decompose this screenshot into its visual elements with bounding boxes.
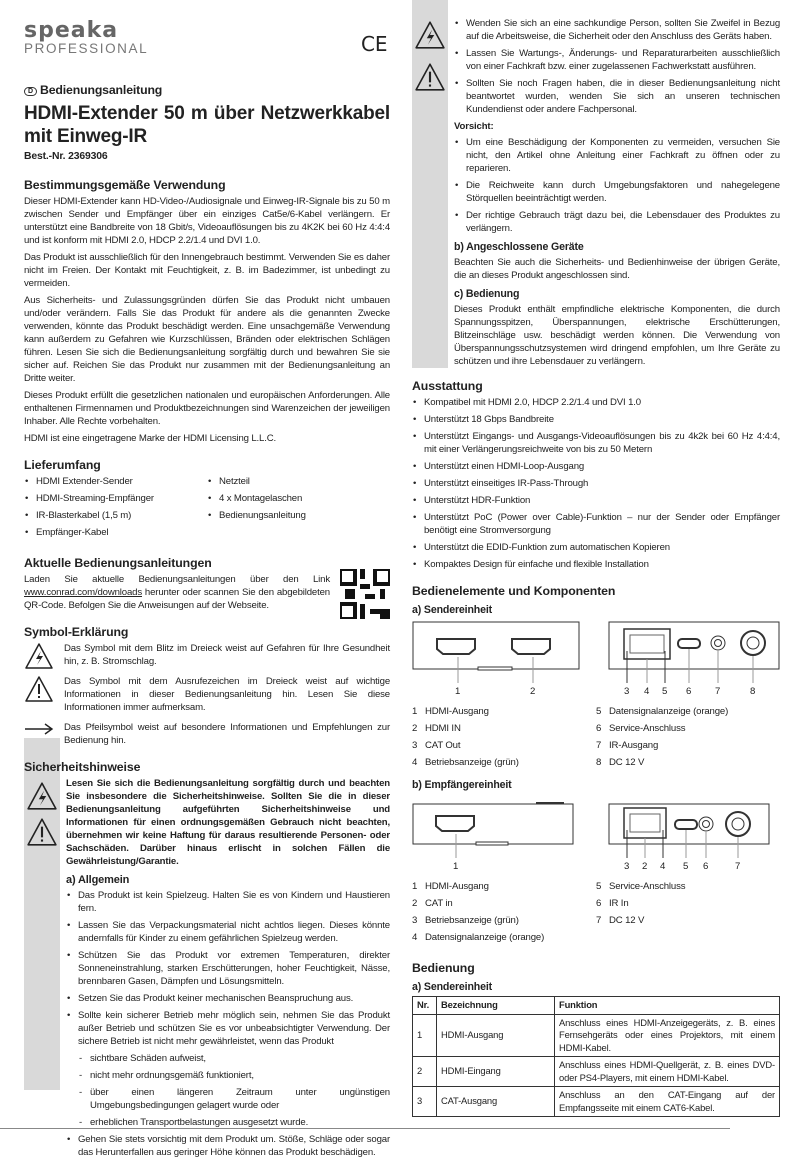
features-list <box>412 396 780 571</box>
general-list <box>66 889 390 1048</box>
callout-number: 1 <box>455 686 461 697</box>
table-row: 1 HDMI-Ausgang Anschluss eines HDMI-Anzeigegeräts, z. B. eines Fernsehgeräts oder eines Projektors, mit einem HDMI-Kabel. <box>413 1014 780 1057</box>
sender-legend: 1 HDMI-Ausgang 2 HDMI IN 3 CAT Out 4 Betriebsanzeige (grün) 5 Datensignalanzeige (orange) 6 Service-Anschluss 7 IR-Ausgang 8 DC 12 V <box>412 706 729 768</box>
list-item: • Empfänger-Kabel <box>24 526 207 539</box>
right-column <box>412 0 780 1117</box>
list-item: • Unterstützt Eingangs- und Ausgangs-Videoauflösungen bis zu 4k2k bei 60 Hz 4:4:4, mit einer Verlängerungsreichweite von bis zu 50 Metern <box>412 430 780 456</box>
general-heading: a) Allgemein <box>66 874 130 886</box>
list-item: • Um eine Beschädigung der Komponenten zu vermeiden, versuchen Sie nicht, den Artikel ohne Anleitung einer Fachkraft zu öffnen oder zu reparieren. <box>454 136 780 175</box>
callout-number: 4 <box>660 861 666 872</box>
callout-number: 7 <box>735 861 741 872</box>
receiver-callouts <box>412 860 780 872</box>
sender-diagrams <box>412 621 780 683</box>
conditions-list <box>66 1052 390 1129</box>
features-heading: Ausstattung <box>412 379 483 393</box>
exclamation-warning-icon <box>24 675 54 703</box>
sender-front-diagram <box>412 621 580 683</box>
symbol-row-arrow <box>24 721 390 751</box>
qr-code <box>340 569 390 619</box>
table-row: 2 HDMI-Eingang Anschluss eines HDMI-Quellgerät, z. B. eines DVD- oder PS4-Players, mit einem HDMI-Kabel. <box>413 1057 780 1087</box>
usage-paragraph: Das Produkt ist ausschließlich für den Innengebrauch bestimmt. Verwenden Sie es daher nicht im Freien. Der Kontakt mit Feuchtigkeit, z. B. im Badezimmer, ist unbedingt zu vermeiden. <box>24 252 390 289</box>
page-title: HDMI-Extender 50 m über Netzwerkkabel mit Einweg-IR <box>24 103 390 147</box>
symbols-heading: Symbol-Erklärung <box>24 625 129 639</box>
safety-continued <box>412 0 780 368</box>
operation-sub-heading: a) Sendereinheit <box>412 981 493 993</box>
list-item: • Sollte kein sicherer Betrieb mehr möglich sein, nehmen Sie das Produkt außer Betrieb und schützen Sie es vor unbeabsichtigter Verwendung. Der sichere Betrieb ist nicht mehr gewährleistet, wenn das Produkt <box>66 1009 390 1048</box>
list-item: • Gehen Sie stets vorsichtig mit dem Produkt um. Stöße, Schläge oder sogar das Herunterfallen aus geringer Höhe können das Produkt beschädigen. <box>66 1133 390 1159</box>
scope-heading: Lieferumfang <box>24 458 101 472</box>
callout-number: 6 <box>703 861 709 872</box>
callout-number: 2 <box>530 686 536 697</box>
table-header-row: Nr. Bezeichnung Funktion <box>413 997 780 1015</box>
symbol-text: Das Symbol mit dem Blitz im Dreieck weist auf Gefahren für Ihre Gesundheit hin, z. B. Stromschlag. <box>64 643 390 667</box>
callout-number: 1 <box>453 861 459 872</box>
list-item: • Kompaktes Design für einfache und flexible Installation <box>412 558 780 571</box>
exclamation-warning-icon <box>26 817 58 847</box>
operation-table <box>412 996 780 1117</box>
sender-heading: a) Sendereinheit <box>412 604 493 616</box>
list-item: • Die Reichweite kann durch Umgebungsfaktoren und nahegelegene Störquellen beeinträchtigt werden. <box>454 179 780 205</box>
usage-paragraph: Aus Sicherheits- und Zulassungsgründen dürfen Sie das Produkt nicht umbauen und/oder verändern. Falls Sie das Produkt für andere als die genannten Zwecke verwenden, könnte das Produkt beschädigt werden. Eine unsachgemäße Verwendung kann außerdem zu Gefahren wie Kurzschlüssen, Bränden oder elektrischen Schlägen führen. Lesen Sie sich die Bedienungsanleitung sorgfältig durch und bewahren Sie sie sicher auf. Reichen Sie das Produkt nur zusammen mit der Bedienungsanleitung an Dritte weiter. <box>24 295 390 384</box>
doc-type: D Bedienungsanleitung <box>24 82 390 98</box>
list-item: - nicht mehr ordnungsgemäß funktioniert, <box>78 1069 390 1082</box>
list-item: - sichtbare Schäden aufweist, <box>78 1052 390 1065</box>
table-row: 3 CAT-Ausgang Anschluss an den CAT-Eingang auf der Empfangsseite mit einem CAT6-Kabel. <box>413 1087 780 1117</box>
list-item: • Wenden Sie sich an eine sachkundige Person, sollten Sie Zweifel in Bezug auf die Arbeitsweise, die Sicherheit oder den Anschluss des Geräts haben. <box>454 17 780 43</box>
lightning-warning-icon <box>24 642 54 670</box>
list-item: • Das Produkt ist kein Spielzeug. Halten Sie es von Kindern und Haustieren fern. <box>66 889 390 915</box>
callout-number: 2 <box>642 861 648 872</box>
footer-rule <box>0 1128 730 1129</box>
callout-number: 7 <box>715 686 721 697</box>
usage-paragraph: HDMI ist eine eingetragene Marke der HDMI Licensing L.L.C. <box>24 433 277 444</box>
exclamation-warning-icon <box>414 62 446 92</box>
connected-text: Beachten Sie auch die Sicherheits- und Bedienhinweise der übrigen Geräte, die an dieses Produkt angeschlossen sind. <box>454 257 780 281</box>
order-number: Best.-Nr. 2369306 <box>24 151 108 162</box>
list-item: • Unterstützt PoC (Power over Cable)-Funktion – nur der Sender oder Empfänger benötigt eine Stromversorgung <box>412 511 780 537</box>
receiver-heading: b) Empfängereinheit <box>412 779 512 791</box>
callout-number: 3 <box>624 861 630 872</box>
list-item: • Unterstützt einen HDMI-Loop-Ausgang <box>412 460 780 473</box>
list-item: • Unterstützt HDR-Funktion <box>412 494 780 507</box>
symbol-row-lightning <box>24 642 390 672</box>
list-item: • Unterstützt einseitiges IR-Pass-Through <box>412 477 780 490</box>
callout-number: 8 <box>750 686 756 697</box>
usage-paragraph: Dieses Produkt erfüllt die gesetzlichen nationalen und europäischen Anforderungen. Alle enthaltenen Firmennamen und Produktbezeichnungen sind Warenzeichen der jeweiligen Inhaber. Alle Rechte vorbehalten. <box>24 390 390 427</box>
list-item: • Bedienungsanleitung <box>207 509 390 522</box>
symbol-text: Das Symbol mit dem Ausrufezeichen im Dreieck weist auf wichtige Informationen in dieser Bedienungsanleitung hin. Lesen Sie diese Informationen immer aufmerksam. <box>64 676 390 713</box>
receiver-back-diagram <box>608 796 780 858</box>
arrow-right-icon <box>24 721 54 737</box>
list-item: • Lassen Sie Wartungs-, Änderungs- und Reparaturarbeiten ausschließlich von einer Fachkraft bzw. einer zugelassenen Fachwerkstatt ausführen. <box>454 47 780 73</box>
operation-safety-text: Dieses Produkt enthält empfindliche elektrische Komponenten, die durch Spannungsspitzen, Überspannungen, elektrische Erschütterungen, Blitzeinschläge usw. beschädigt werden können. Die Verwendung von Überspannungsschutzsystemen wird dringend empfohlen, um Ihre Geräte zu schützen und ihre Lebensdauer zu verlängern. <box>454 304 780 367</box>
callout-number: 3 <box>624 686 630 697</box>
safety-body <box>24 777 390 1159</box>
receiver-legend: 1 HDMI-Ausgang 2 CAT in 3 Betriebsanzeige (grün) 4 Datensignalanzeige (orange) 5 Service-Anschluss 6 IR In 7 DC 12 V <box>412 881 686 943</box>
usage-heading: Bestimmungsgemäße Verwendung <box>24 178 226 192</box>
left-column <box>24 0 390 1163</box>
receiver-front-diagram <box>412 796 580 858</box>
list-item: • Lassen Sie das Verpackungsmaterial nicht achtlos liegen. Dieses könnte andernfalls für Kinder zu einem gefährlichen Spielzeug werden. <box>66 919 390 945</box>
list-item: • Sollten Sie noch Fragen haben, die in dieser Bedienungsanleitung nicht beantwortet wurden, wenden Sie sich an unseren technischen Kundendienst oder andere Fachpersonal. <box>454 77 780 116</box>
operation-heading: Bedienung <box>412 961 475 975</box>
list-item: • Schützen Sie das Produkt vor extremen Temperaturen, direkter Sonneneinstrahlung, starken Erschütterungen, hoher Feuchtigkeit, Nässe, brennbaren Gasen, Dämpfen und Lösungsmitteln. <box>66 949 390 988</box>
lightning-warning-icon <box>26 781 58 811</box>
operation-safety-heading: c) Bedienung <box>454 288 520 300</box>
callout-number: 5 <box>662 686 668 697</box>
list-item: • Kompatibel mit HDMI 2.0, HDCP 2.2/1.4 und DVI 1.0 <box>412 396 780 409</box>
brand-sub: PROFESSIONAL <box>24 41 149 56</box>
ce-mark: CE <box>361 32 388 56</box>
list-item: • Unterstützt 18 Gbps Bandbreite <box>412 413 780 426</box>
controls-heading: Bedienelemente und Komponenten <box>412 584 616 598</box>
list-item: • Unterstützt die EDID-Funktion zum automatischen Kopieren <box>412 541 780 554</box>
caution-heading: Vorsicht: <box>454 121 494 132</box>
list-item: • Setzen Sie das Produkt keiner mechanischen Beanspruchung aus. <box>66 992 390 1005</box>
download-link[interactable]: www.conrad.com/downloads <box>24 587 142 598</box>
lightning-warning-icon <box>414 20 446 50</box>
usage-paragraph: Dieser HDMI-Extender kann HD-Video-/Audiosignale und Einweg-IR-Signale bis zu 50 m zwischen Sender und Empfänger über ein einziges Cat5e/6-Kabel verlängern. Er unterstützt eine Bandbreite von 18 Gbit/s, Videoauflösungen bis zu 4K2K bei 60 Hz 4:4:4 und ist konform mit HDMI 2.0, HDCP 2.2/1.4 und DVI 1.0. <box>24 196 390 246</box>
symbol-row-exclamation <box>24 675 390 718</box>
list-item: • HDMI Extender-Sender <box>24 475 207 488</box>
receiver-diagrams <box>412 796 780 858</box>
list-item: - über einen längeren Zeitraum unter ungünstigen Umgebungsbedingungen gelagert wurde oder <box>78 1086 390 1112</box>
symbol-text: Das Pfeilsymbol weist auf besondere Informationen und Empfehlungen zur Bedienung hin. <box>64 722 390 746</box>
list-item: - erheblichen Transportbelastungen ausgesetzt wurde. <box>78 1116 390 1129</box>
callout-number: 4 <box>644 686 650 697</box>
list-item: • Netzteil <box>207 475 390 488</box>
list-item: • IR-Blasterkabel (1,5 m) <box>24 509 207 522</box>
scope-list <box>24 475 390 543</box>
callout-number: 5 <box>683 861 689 872</box>
brand-name: speaka <box>24 18 119 43</box>
sender-callouts <box>412 685 780 697</box>
list-item: • Der richtige Gebrauch trägt dazu bei, die Lebensdauer des Produktes zu verlängern. <box>454 209 780 235</box>
safety-heading: Sicherheitshinweise <box>24 760 141 774</box>
connected-heading: b) Angeschlossene Geräte <box>454 241 584 253</box>
callout-number: 6 <box>686 686 692 697</box>
safety-intro: Lesen Sie sich die Bedienungsanleitung sorgfältig durch und beachten Sie insbesondere die Sicherheitshinweise. Sollten Sie die in dieser Bedienungsanleitung aufgeführten Sicherheitshinweise und Informationen für einen ordnungsgemäßen Gebrauch nicht beachten, übernehmen wir keine Haftung für daraus resultierende Personen- oder Sachschäden. Darüber hinaus erlischt in solchen Fällen die Gewährleistung/Garantie. <box>66 778 390 867</box>
sender-back-diagram <box>608 621 780 683</box>
manuals-heading: Aktuelle Bedienungsanleitungen <box>24 556 212 570</box>
manuals-text: Laden Sie aktuelle Bedienungsanleitungen über den Link www.conrad.com/downloads herunter oder scannen Sie den abgebildeten QR-Code. Befolgen Sie die Anweisungen auf der Webseite. <box>24 574 330 611</box>
list-item: • HDMI-Streaming-Empfänger <box>24 492 207 505</box>
language-d-icon: D <box>24 87 37 96</box>
list-item: • 4 x Montagelaschen <box>207 492 390 505</box>
